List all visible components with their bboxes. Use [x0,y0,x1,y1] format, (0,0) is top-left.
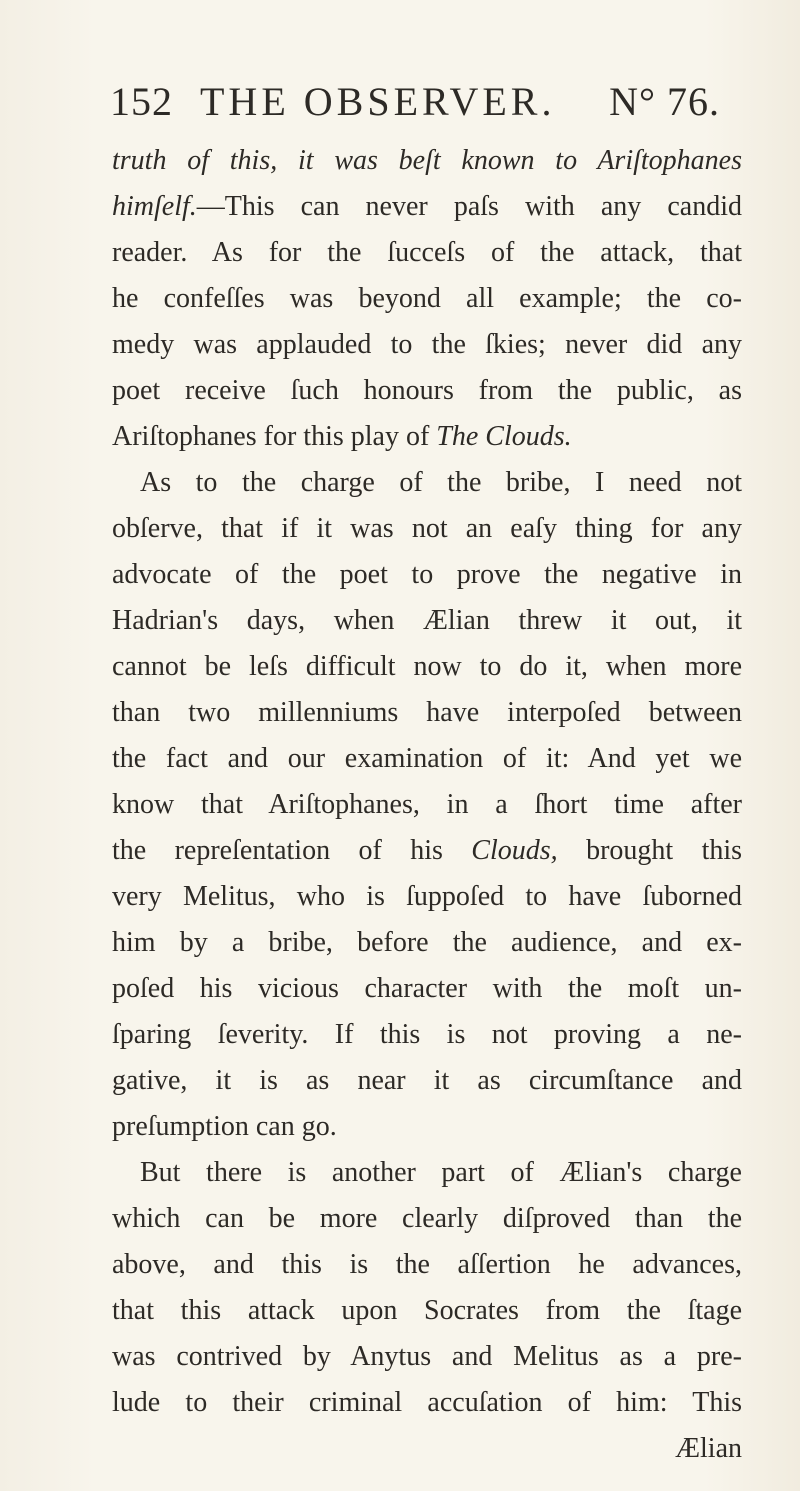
paragraph-start-line: As to the charge of the bribe, I need not [140,467,742,498]
text-line: he confeſſes was beyond all example; the co- [112,283,742,314]
text-line: poſed his vicious character with the moſt un- [112,973,742,1004]
text-line: medy was applauded to the ſkies; never did any [112,329,742,360]
text-fragment: the repreſentation of his [112,835,443,866]
page-number: 152 [110,79,173,124]
text-line: truth of this, it was beſt known to Ariſtophanes [112,145,742,176]
text-line: reader. As for the ſucceſs of the attack, that [112,237,742,268]
italic-title: Clouds, [471,835,558,866]
text-line: know that Ariſtophanes, in a ſhort time after [112,789,742,820]
text-line: cannot be leſs difficult now to do it, when more [112,651,742,682]
text-line: which can be more clearly diſproved than the [112,1203,742,1234]
text-line: him by a bribe, before the audience, and ex- [112,927,742,958]
text-fragment: —This can never paſs with any candid [196,191,742,222]
italic-phrase: himſelf. [112,191,197,222]
text-line: the fact and our examination of it: And yet we [112,743,742,774]
italic-title: The Clouds. [436,421,572,452]
text-line: that this attack upon Socrates from the ſtage [112,1295,742,1326]
issue-number: N° 76. [609,79,720,124]
text-line: above, and this is the aſſertion he advances, [112,1249,742,1280]
text-line [112,414,742,460]
page-header [110,78,720,126]
text-line: preſumption can go. [112,1111,337,1142]
catchword: Ælian [675,1433,742,1464]
text-line: ſparing ſeverity. If this is not proving a ne- [112,1019,742,1050]
text-line: was contrived by Anytus and Melitus as a pre- [112,1341,742,1372]
text-line: advocate of the poet to prove the negative in [112,559,742,590]
text-line: very Melitus, who is ſuppoſed to have ſuborned [112,881,742,912]
text-line: Hadrian's days, when Ælian threw it out, it [112,605,742,636]
text-line [112,184,742,230]
text-fragment: brought this [586,835,743,866]
text-line: than two millenniums have interpoſed between [112,697,742,728]
text-line: obſerve, that if it was not an eaſy thing for any [112,513,742,544]
text-fragment: Ariſtophanes for this play of [112,421,430,452]
text-line: poet receive ſuch honours from the public, as [112,375,742,406]
running-title: THE OBSERVER. [200,79,556,124]
text-line: lude to their criminal accuſation of him: This [112,1387,742,1418]
text-line: gative, it is as near it as circumſtance and [112,1065,742,1096]
body-text [112,138,742,1472]
paragraph-start-line: But there is another part of Ælian's charge [140,1157,742,1188]
text-line [112,828,742,874]
